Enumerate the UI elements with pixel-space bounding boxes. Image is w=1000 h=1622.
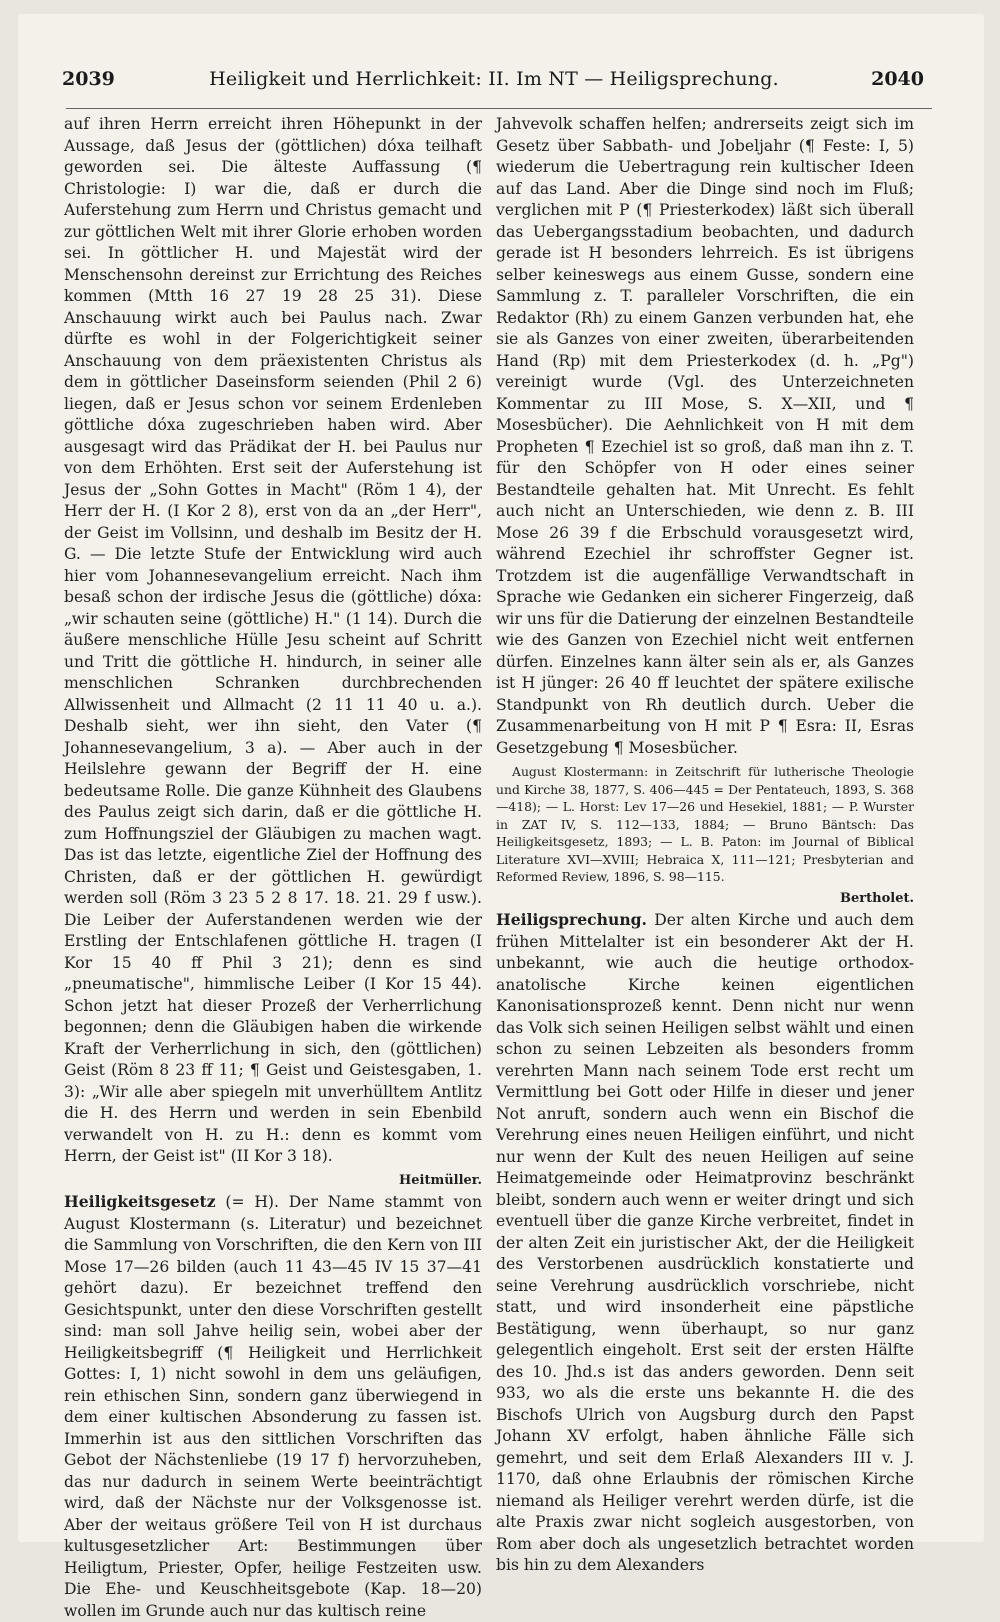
- entry-lemma: Heiligsprechung.: [496, 910, 647, 929]
- literature-list: August Klostermann: in Zeitschrift für lutherische Theologie und Kirche 38, 1877, S. 406—445 = Der Pentateuch, 1893, S. 368—418); — L. Horst: Lev 17—26 und Hesekiel, 1881; — P. Wurster in ZAT IV, S. 112—133, 1884; — Bruno Bäntsch: Das Heiligkeitsgesetz, 1893; — L. B. Paton: im Journal of Biblical Literature XVI—XVIII; Hebraica X, 111—121; Presbyterian and Reformed Review, 1896, S. 98—115.: [496, 764, 914, 884]
- author-signature: Heitmüller.: [398, 1172, 482, 1188]
- left-column: [64, 114, 482, 1620]
- running-title: Heiligkeit und Herrlichkeit: II. Im NT — Heiligsprechung.: [209, 68, 779, 90]
- page-number-right: 2040: [871, 68, 924, 90]
- header-rule: [66, 108, 932, 109]
- entry-text: Der alten Kirche und auch dem frühen Mittelalter ist ein besonderer Akt der H. unbekannt, wie auch die heutige orthodox-anatolische Kirche keinen eigentlichen Kanonisationsprozeß kennt. Denn nicht nur wenn das Volk sich seinen Heiligen selbst wählt und einen schon zu seinen Lebzeiten als besonders fromm verehrten Mann nach seinem Tode erst recht um Vermittlung bei Gott oder Hilfe in dieser und jener Not anruft, sondern auch wenn ein Bischof die Verehrung eines neuen Heiligen einführt, und nicht nur wenn der Kult des neuen Heiligen auf seine Heimatgemeinde oder Heimatprovinz beschränkt bleibt, sondern auch wenn er weiter dringt und sich eventuell über die ganze Kirche verbreitet, findet in der alten Zeit ein juristischer Akt, der die Heiligkeit des Verstorbenen ausdrücklich konstatierte und seine Verehrung ausdrücklich vorschriebe, nicht statt, und wird insonderheit eine päpstliche Bestätigung, wenn überhaupt, so nur ganz gelegentlich eingeholt. Erst seit der ersten Hälfte des 10. Jhd.s ist das anders geworden. Denn seit 933, wo als die erste uns bekannte H. die des Bischofs Ulrich von Augsburg durch den Papst Johann XV erfolgt, haben ähnliche Fälle sich gemehrt, und seit dem Erlaß Alexanders III v. J. 1170, daß ohne Erlaubnis der römischen Kirche niemand als Heiliger verehrt werden dürfe, ist die alte Praxis zwar nicht sogleich ausgestorben, von Rom aber doch als ungesetzlich betrachtet worden bis hin zu dem Alexanders: [496, 911, 914, 1574]
- entry-text: (= H). Der Name stammt von August Klostermann (s. Literatur) und bezeichnet die Sammlung von Vorschriften, die den Kern von III Mose 17—26 bilden (auch 11 43—45 IV 15 37—41 gehört dazu). Er bezeichnet treffend den Gesichtspunkt, unter den diese Vorschriften gestellt sind: man soll Jahve heilig sein, wobei aber der Heiligkeitsbegriff (¶ Heiligkeit und Herrlichkeit Gottes: I, 1) nicht sowohl in dem uns geläufigen, rein ethischen Sinn, sondern ganz überwiegend in dem einer kultischen Absonderung zu fassen ist. Immerhin ist aus den sittlichen Vorschriften das Gebot der Nächstenliebe (19 17 f) hervorzuheben, das nur dadurch in seinem Werte beeinträchtigt wird, daß der Nächste nur der Volksgenosse ist. Aber der weitaus größere Teil von H ist durchaus kultusgesetzlicher Art: Bestimmungen über Heiligtum, Priester, Opfer, heilige Festzeiten usw. Die Ehe- und Keuschheitsgebote (Kap. 18—20) wollen im Grunde auch nur das kultisch reine: [64, 1193, 482, 1620]
- author-signature: Bertholet.: [840, 890, 914, 906]
- entry-lemma: Heiligkeitsgesetz: [64, 1192, 216, 1211]
- paragraph-heiligkeitsgesetz-cont: Jahvevolk schaffen helfen; andrerseits zeigt sich im Gesetz über Sabbath- und Jobeljahr (¶ Feste: I, 5) wiederum die Uebertragung rein kultischer Ideen auf das Land. Aber die Dinge sind noch im Fluß; verglichen mit P (¶ Priesterkodex) läßt sich überall das Uebergangsstadium beobachten, und dadurch gerade ist H besonders lehrreich. Es ist übrigens selber keineswegs aus einem Gusse, sondern eine Sammlung z. T. paralleler Vorschriften, die ein Redaktor (Rh) zu einem Ganzen verbunden hat, ehe sie als Ganzes von einer zweiten, überarbeitenden Hand (Rp) mit dem Priesterkodex (d. h. „Pg") vereinigt wurde (Vgl. des Unterzeichneten Kommentar zu III Mose, S. X—XII, und ¶ Mosesbücher). Die Aehnlichkeit von H mit dem Propheten ¶ Ezechiel ist so groß, daß man ihn z. T. für den Schöpfer von H oder eines seiner Bestandteile gehalten hat. Mit Unrecht. Es fehlt auch nicht an Unterschieden, wie denn z. B. III Mose 26 39 f die Erbschuld vorausgesetzt wird, während Ezechiel ihr schroffster Gegner ist. Trotzdem ist die augenfällige Verwandtschaft in Sprache wie Gedanken ein sicherer Fingerzeig, daß wir uns für die Datierung der einzelnen Bestandteile wie des Ganzen von Ezechiel nicht weit entfernen dürfen. Einzelnes kann älter sein als er, als Ganzes ist H jünger: 26 40 ff leuchtet der spätere exilische Standpunkt von Rh deutlich durch. Ueber die Zusammenarbeitung von H mit P ¶ Esra: II, Esras Gesetzgebung ¶ Mosesbücher.: [496, 115, 914, 757]
- running-header: [58, 64, 930, 104]
- entry-heiligkeitsgesetz: [64, 1191, 482, 1622]
- entry-heiligsprechung: [496, 909, 914, 1577]
- paragraph-herrlichkeit-nt: auf ihren Herrn erreicht ihren Höhepunkt in der Aussage, daß Jesus der (göttlichen) dóxa teilhaft geworden sei. Die älteste Auffassung (¶ Christologie: I) war die, daß er durch die Auferstehung zum Herrn und Christus gemacht und zur göttlichen Welt mit ihrer Glorie erhoben worden sei. In göttlicher H. und Majestät wird der Menschensohn dereinst zur Errichtung des Reiches kommen (Mtth 16 27 19 28 25 31). Diese Anschauung wirkt auch bei Paulus nach. Zwar dürfte es wohl in der Folgerichtigkeit seiner Anschauung von dem präexistenten Christus als dem in göttlicher Daseinsform seienden (Phil 2 6) liegen, daß er Jesus schon vor seinem Erdenleben göttliche dóxa zugeschrieben haben wird. Aber ausgesagt wird das Prädikat der H. bei Paulus nur von dem Erhöhten. Erst seit der Auferstehung ist Jesus der „Sohn Gottes in Macht" (Röm 1 4), der Herr der H. (I Kor 2 8), erst von da an „der Herr", der Geist im Vollsinn, und deshalb im Besitz der H. G. — Die letzte Stufe der Entwicklung wird auch hier vom Johannesevangelium erreicht. Nach ihm besaß schon der irdische Jesus die (göttliche) dóxa: „wir schauten seine (göttliche) H." (1 14). Durch die äußere menschliche Hülle Jesu scheint auf Schritt und Tritt die göttliche H. hindurch, in seiner alle menschlichen Schranken durchbrechenden Allwissenheit und Allmacht (2 11 11 40 u. a.). Deshalb sieht, wer ihn sieht, den Vater (¶ Johannesevangelium, 3 a). — Aber auch in der Heilslehre gewann der Begriff der H. eine bedeutsame Rolle. Die ganze Kühnheit des Glaubens des Paulus zeigt sich darin, daß er die göttliche H. zum Hoffnungsziel der Gläubigen zu machen wagt. Das ist das letzte, eigentliche Ziel der Hoffnung des Christen, daß er der göttlichen H. gewürdigt werden soll (Röm 3 23 5 2 8 17. 18. 21. 29 f usw.). Die Leiber der Auferstandenen werden wie der Erstling der Entschlafenen göttliche H. tragen (I Kor 15 40 ff Phil 3 21); denn es sind „pneumatische", himmlische Leiber (I Kor 15 44). Schon jetzt hat dieser Prozeß der Verherrlichung begonnen; denn die Gläubigen haben die wirkende Kraft der Verherrlichung in sich, den (göttlichen) Geist (Röm 8 23 ff 11; ¶ Geist und Geistesgaben, 1. 3): „Wir alle aber spiegeln mit unverhülltem Antlitz die H. des Herrn und werden in sein Ebenbild verwandelt von H. zu H.: denn es kommt vom Herrn, der Geist ist" (II Kor 3 18).: [64, 115, 482, 1165]
- right-column: [496, 114, 914, 1574]
- page-number-left: 2039: [62, 68, 115, 90]
